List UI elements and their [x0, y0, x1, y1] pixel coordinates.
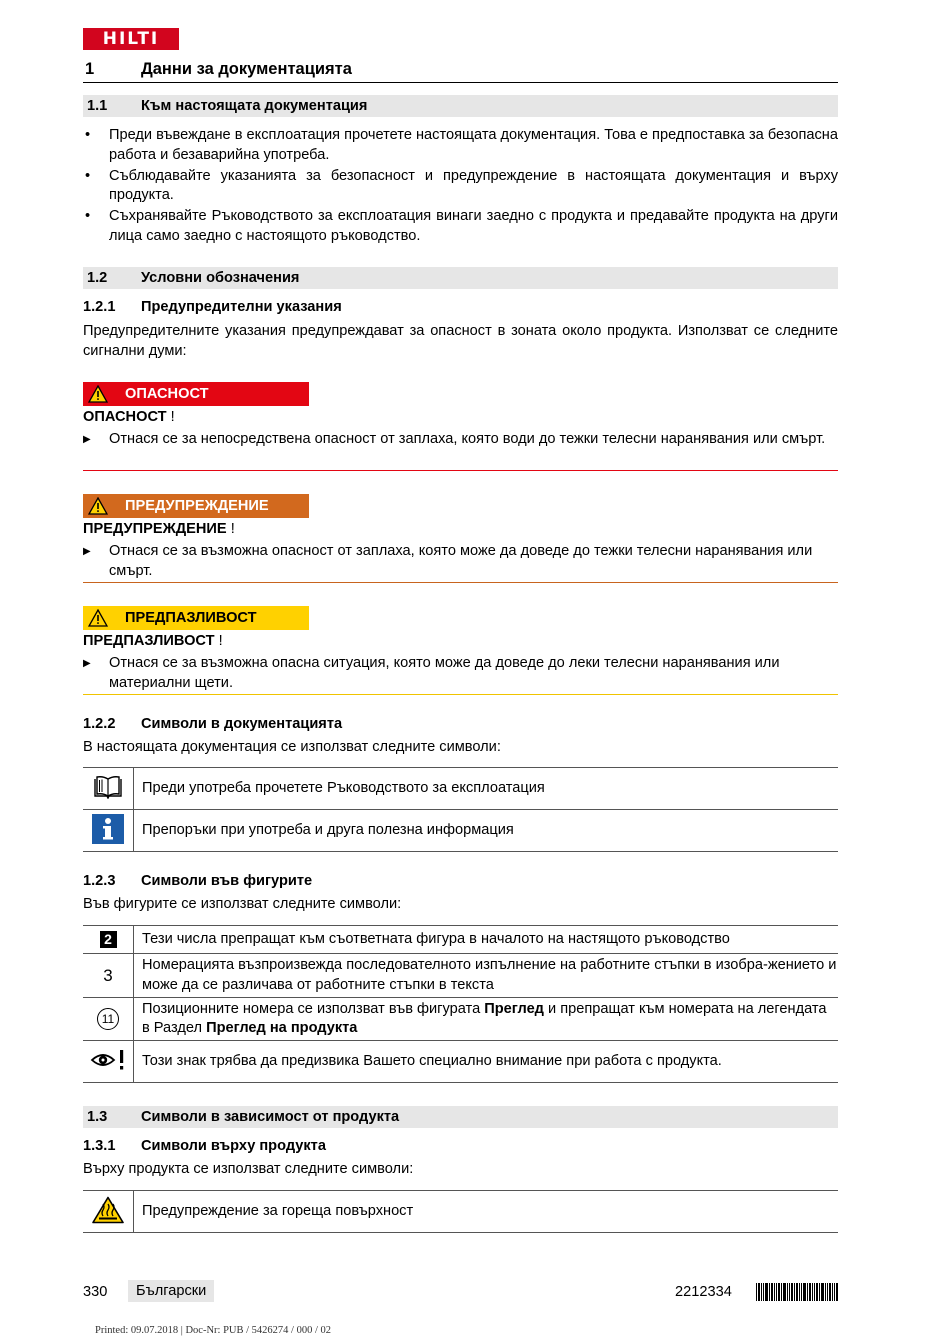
exclamation: ! [170, 409, 175, 425]
warning-description [83, 430, 838, 450]
warning-description [83, 542, 838, 581]
doc-symbols-table [83, 767, 838, 852]
table-row [83, 998, 838, 1041]
bullet-list [83, 126, 838, 248]
bold-term: Преглед [484, 1000, 544, 1017]
arrow-bullet-icon: ▶ [83, 434, 91, 445]
symbol-description [134, 998, 839, 1041]
heading-title: Символи върху продукта [141, 1138, 326, 1154]
subsection-title: Символи в зависимост от продукта [141, 1109, 400, 1125]
table-row [83, 926, 838, 954]
subsection-heading-1-3 [83, 1106, 838, 1128]
table-row [83, 1041, 838, 1083]
danger-signal-label [83, 382, 309, 406]
subsection-number: 1.3 [87, 1109, 108, 1125]
signal-word-line [83, 633, 223, 649]
warning-triangle-icon [83, 606, 113, 630]
heading-number: 1.2.2 [83, 716, 116, 732]
product-symbols-table [83, 1190, 838, 1233]
logo-text: HILTI [102, 29, 160, 49]
symbol-description: Тези числа препращат към съответната фигура в началото на настящото ръководство [134, 926, 839, 954]
hot-surface-icon [83, 1191, 134, 1233]
text-part: Позиционните номера се използват във фигурата [142, 1000, 485, 1017]
warning-description [83, 654, 838, 693]
position-number-glyph: 11 [97, 1008, 119, 1030]
heading-title: Символи във фигурите [141, 873, 313, 889]
step-number-icon [83, 954, 134, 998]
section-title: Данни за документацията [141, 60, 352, 78]
signal-word: ПРЕДПАЗЛИВОСТ [83, 633, 215, 649]
warning-text: Отнася се за възможна опасна ситуация, която може да доведе до леки телесни наранявания или материални щети. [109, 655, 780, 691]
warning-signal-label [83, 494, 309, 518]
book-icon [83, 768, 134, 810]
divider [83, 470, 838, 471]
heading-title: Символи в документацията [141, 716, 343, 732]
exclamation: ! [218, 633, 223, 649]
symbol-description: Предупреждение за гореща повърхност [134, 1191, 839, 1233]
position-number-icon [83, 998, 134, 1041]
section-number: 1 [85, 60, 95, 78]
intro-paragraph: Предупредителните указания предупреждават за опасност в зоната около продукта. Използват се следните сигнални думи: [83, 323, 838, 359]
caution-signal-label [83, 606, 309, 630]
info-icon [83, 810, 134, 852]
arrow-bullet-icon: ▶ [83, 658, 91, 669]
document-number: 2212334 [675, 1284, 732, 1300]
list-item: • Съхранявайте Ръководството за експлоатация винаги заедно с продукта и предавайте продукта на други лица само заедно с настоящото ръководство. [83, 207, 838, 246]
divider [83, 694, 838, 695]
warning-triangle-icon [83, 494, 113, 518]
print-info: Printed: 09.07.2018 | Doc-Nr: PUB / 5426274 / 000 / 02 [95, 1325, 332, 1336]
intro-paragraph: В настоящата документация се използват следните символи: [83, 739, 501, 755]
subsection-heading-1-2 [83, 267, 838, 289]
symbol-description: Преди употреба прочетете Ръководството за експлоатация [134, 768, 839, 810]
intro-paragraph: Върху продукта се използват следните символи: [83, 1161, 414, 1177]
step-number-glyph: 3 [103, 965, 113, 985]
heading-number: 1.2.3 [83, 873, 116, 889]
symbol-description: Номерацията възпроизвежда последователното изпълнение на работните стъпки в изобра-жението и може да се различава от работните стъпки в текста [134, 954, 839, 998]
symbol-description: Този знак трябва да предизвика Вашето специално внимание при работа с продукта. [134, 1041, 839, 1083]
heading-number: 1.3.1 [83, 1138, 116, 1154]
attention-eye-icon [83, 1041, 134, 1083]
subsection-title: Условни обозначения [141, 270, 300, 286]
table-row [83, 810, 838, 852]
barcode-icon [756, 1283, 838, 1301]
signal-label-text: ПРЕДУПРЕЖДЕНИЕ [125, 498, 269, 514]
subsection-title: Към настоящата документация [141, 98, 368, 114]
exclamation: ! [230, 521, 235, 537]
heading-title: Предупредителни указания [141, 299, 342, 315]
table-row [83, 768, 838, 810]
table-row [83, 1191, 838, 1233]
bold-term: Преглед на продукта [206, 1020, 358, 1036]
signal-label-text: ПРЕДПАЗЛИВОСТ [125, 610, 257, 626]
figure-number-glyph: 2 [100, 931, 117, 948]
heading-number: 1.2.1 [83, 299, 116, 315]
figure-symbols-table [83, 925, 838, 1083]
text-part: и препращат към номерата на легендата в Раздел [142, 1000, 827, 1036]
symbol-description: Препоръки при употреба и друга полезна информация [134, 810, 839, 852]
warning-text: Отнася се за непосредствена опасност от заплаха, която води до тежки телесни наранявания или смърт. [109, 431, 826, 447]
list-item: • Преди въвеждане в експлоатация прочетете настоящата документация. Това е предпоставка за безопасна работа и безаварийна употреба. [83, 126, 838, 165]
section-heading [83, 58, 838, 83]
intro-paragraph: Във фигурите се използват следните символи: [83, 896, 402, 912]
warning-triangle-icon [83, 382, 113, 406]
divider [83, 582, 838, 583]
list-item: • Съблюдавайте указанията за безопасност и предупреждение в настоящата документация и върху продукта. [83, 167, 838, 206]
arrow-bullet-icon: ▶ [83, 546, 91, 557]
table-row [83, 954, 838, 998]
page-number: 330 [83, 1284, 108, 1300]
warning-text: Отнася се за възможна опасност от заплаха, която може да доведе до тежки телесни наранявания или смърт. [109, 543, 813, 579]
subsection-heading-1-1 [83, 95, 838, 117]
subsection-number: 1.1 [87, 98, 108, 114]
hilti-logo [83, 28, 179, 50]
signal-word: ПРЕДУПРЕЖДЕНИЕ [83, 521, 227, 537]
signal-label-text: ОПАСНОСТ [125, 386, 209, 402]
signal-word-line [83, 521, 235, 537]
language-label: Български [128, 1280, 214, 1302]
signal-word: ОПАСНОСТ [83, 409, 167, 425]
subsection-number: 1.2 [87, 270, 108, 286]
signal-word-line [83, 409, 175, 425]
figure-number-icon [83, 926, 134, 954]
